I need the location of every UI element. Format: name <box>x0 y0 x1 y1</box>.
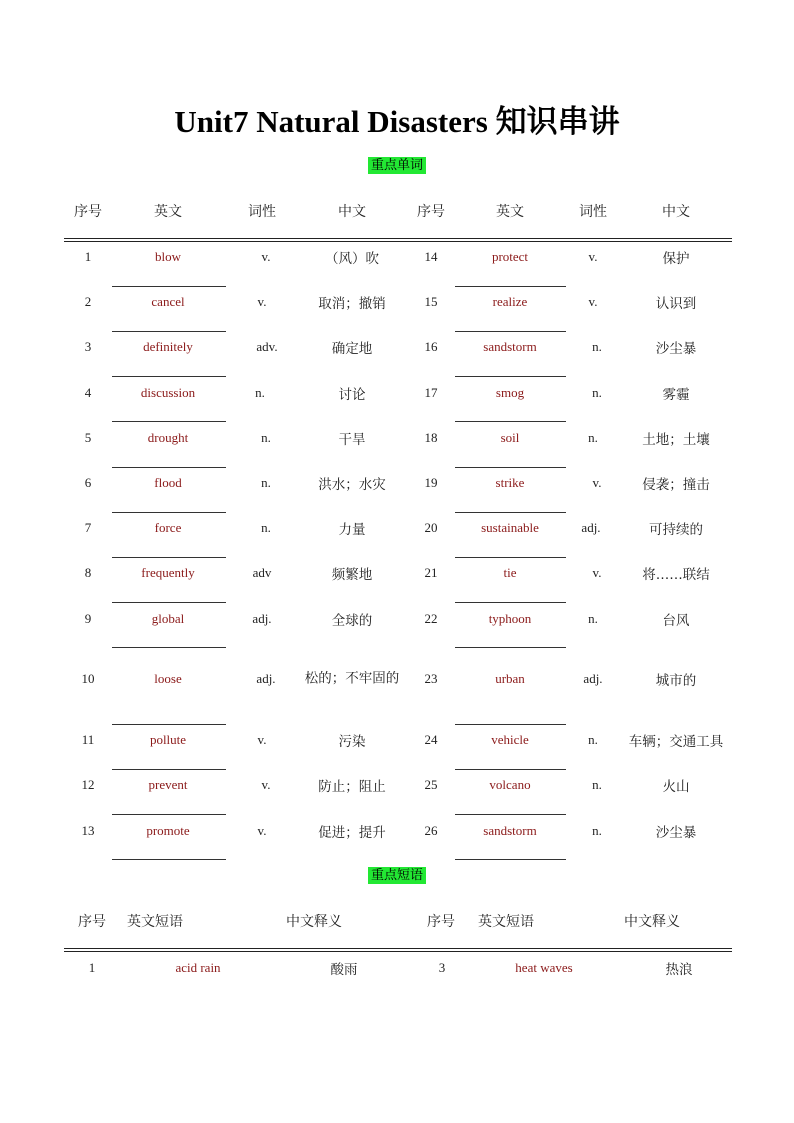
english-word: drought <box>147 430 189 445</box>
english-word: protect <box>491 249 529 264</box>
part-of-speech: n. <box>592 385 602 400</box>
part-of-speech: v. <box>257 823 267 838</box>
row-number: 26 <box>424 823 438 838</box>
chinese-meaning: 取消；撤销 <box>318 296 386 312</box>
answer-blank-line <box>455 331 566 332</box>
row-number: 1 <box>88 960 96 975</box>
chinese-meaning: 污染 <box>338 734 366 750</box>
chinese-meaning: 酸雨 <box>330 962 358 978</box>
english-word: strike <box>495 475 525 490</box>
part-of-speech: v. <box>261 249 271 264</box>
row-number: 11 <box>81 732 95 747</box>
part-of-speech: n. <box>592 339 602 354</box>
row-number: 8 <box>84 565 92 580</box>
part-of-speech: n. <box>261 430 271 445</box>
part-of-speech: adj. <box>583 671 603 686</box>
part-of-speech: n. <box>261 475 271 490</box>
row-number: 5 <box>84 430 92 445</box>
answer-blank-line <box>455 769 566 770</box>
column-header: 词性 <box>579 204 607 220</box>
column-header: 序号 <box>74 204 102 220</box>
answer-blank-line <box>112 421 226 422</box>
column-header: 中文释义 <box>624 914 680 930</box>
part-of-speech: n. <box>588 611 598 626</box>
chinese-meaning: 洪水；水灾 <box>318 477 386 493</box>
row-number: 12 <box>81 777 95 792</box>
column-header: 序号 <box>427 914 455 930</box>
answer-blank-line <box>455 724 566 725</box>
chinese-meaning: 车辆；交通工具 <box>628 734 724 750</box>
english-word: sandstorm <box>483 339 537 354</box>
row-number: 20 <box>424 520 438 535</box>
chinese-meaning: 雾霾 <box>662 387 690 403</box>
part-of-speech: n. <box>261 520 271 535</box>
column-header: 中文 <box>338 204 366 220</box>
english-word: frequently <box>141 565 195 580</box>
chinese-meaning: 保护 <box>662 251 690 267</box>
answer-blank-line <box>112 859 226 860</box>
section-key-phrases: 重点短语 <box>368 867 426 884</box>
english-word: tie <box>503 565 517 580</box>
chinese-meaning: 干旱 <box>338 432 366 448</box>
answer-blank-line <box>112 724 226 725</box>
row-number: 23 <box>424 671 438 686</box>
header-rule <box>64 241 732 242</box>
answer-blank-line <box>455 376 566 377</box>
column-header: 英文短语 <box>127 914 183 930</box>
part-of-speech: n. <box>588 430 598 445</box>
english-word: sustainable <box>481 520 539 535</box>
answer-blank-line <box>112 557 226 558</box>
part-of-speech: adj. <box>256 671 276 686</box>
chinese-meaning: 台风 <box>662 613 690 629</box>
page-title: Unit7 Natural Disasters 知识串讲 <box>174 104 620 139</box>
column-header: 序号 <box>78 914 106 930</box>
answer-blank-line <box>455 647 566 648</box>
english-word: typhoon <box>488 611 532 626</box>
row-number: 17 <box>424 385 438 400</box>
english-word: urban <box>495 671 525 686</box>
chinese-meaning: 松的；不牢固的 <box>304 670 400 687</box>
answer-blank-line <box>455 557 566 558</box>
row-number: 2 <box>84 294 92 309</box>
english-word: promote <box>146 823 190 838</box>
row-number: 18 <box>424 430 438 445</box>
english-word: pollute <box>149 732 187 747</box>
answer-blank-line <box>112 769 226 770</box>
english-word: cancel <box>151 294 185 309</box>
english-word: force <box>154 520 182 535</box>
english-word: loose <box>154 671 182 686</box>
chinese-meaning: 可持续的 <box>649 522 703 538</box>
answer-blank-line <box>455 467 566 468</box>
column-header: 英文 <box>496 204 524 220</box>
column-header: 英文短语 <box>478 914 534 930</box>
answer-blank-line <box>112 647 226 648</box>
english-word: discussion <box>140 385 196 400</box>
column-header: 中文释义 <box>286 914 342 930</box>
chinese-meaning: 火山 <box>662 779 690 795</box>
answer-blank-line <box>455 859 566 860</box>
chinese-meaning: 沙尘暴 <box>655 341 697 357</box>
row-number: 15 <box>424 294 438 309</box>
chinese-meaning: 热浪 <box>665 962 693 978</box>
english-word: smog <box>495 385 525 400</box>
english-word: prevent <box>148 777 188 792</box>
english-word: realize <box>492 294 528 309</box>
column-header: 序号 <box>417 204 445 220</box>
row-number: 3 <box>438 960 446 975</box>
chinese-meaning: 频繁地 <box>331 567 373 583</box>
answer-blank-line <box>455 512 566 513</box>
row-number: 21 <box>424 565 438 580</box>
chinese-meaning: 将……联结 <box>642 567 710 583</box>
chinese-meaning: 沙尘暴 <box>655 825 697 841</box>
chinese-meaning: 力量 <box>338 522 366 538</box>
english-word: definitely <box>143 339 193 354</box>
row-number: 22 <box>424 611 438 626</box>
column-header: 英文 <box>154 204 182 220</box>
answer-blank-line <box>455 286 566 287</box>
section-key-words: 重点单词 <box>368 157 426 174</box>
part-of-speech: adj. <box>252 611 272 626</box>
row-number: 7 <box>84 520 92 535</box>
answer-blank-line <box>455 421 566 422</box>
row-number: 3 <box>84 339 92 354</box>
part-of-speech: n. <box>592 823 602 838</box>
header-rule <box>64 948 732 949</box>
column-header: 词性 <box>248 204 276 220</box>
english-word: volcano <box>489 777 531 792</box>
row-number: 6 <box>84 475 92 490</box>
row-number: 25 <box>424 777 438 792</box>
header-rule <box>64 238 732 239</box>
answer-blank-line <box>112 512 226 513</box>
chinese-meaning: 全球的 <box>331 613 373 629</box>
chinese-meaning: （风）吹 <box>325 251 379 267</box>
row-number: 16 <box>424 339 438 354</box>
english-word: sandstorm <box>483 823 537 838</box>
part-of-speech: n. <box>592 777 602 792</box>
row-number: 1 <box>84 249 92 264</box>
part-of-speech: v. <box>592 565 602 580</box>
part-of-speech: v. <box>257 294 267 309</box>
chinese-meaning: 促进；提升 <box>318 825 386 841</box>
english-word: vehicle <box>491 732 529 747</box>
answer-blank-line <box>112 376 226 377</box>
answer-blank-line <box>112 467 226 468</box>
english-word: soil <box>500 430 520 445</box>
row-number: 14 <box>424 249 438 264</box>
part-of-speech: adv <box>252 565 272 580</box>
row-number: 4 <box>84 385 92 400</box>
column-header: 中文 <box>662 204 690 220</box>
part-of-speech: adj. <box>581 520 601 535</box>
chinese-meaning: 认识到 <box>655 296 697 312</box>
answer-blank-line <box>455 602 566 603</box>
row-number: 19 <box>424 475 438 490</box>
chinese-meaning: 侵袭；撞击 <box>642 477 710 493</box>
row-number: 13 <box>81 823 95 838</box>
part-of-speech: v. <box>588 294 598 309</box>
part-of-speech: v. <box>257 732 267 747</box>
answer-blank-line <box>112 602 226 603</box>
chinese-meaning: 讨论 <box>338 387 366 403</box>
answer-blank-line <box>455 814 566 815</box>
answer-blank-line <box>112 331 226 332</box>
english-phrase: heat waves <box>515 960 573 975</box>
row-number: 24 <box>424 732 438 747</box>
part-of-speech: adv. <box>256 339 278 354</box>
english-word: flood <box>154 475 182 490</box>
english-phrase: acid rain <box>175 960 221 975</box>
answer-blank-line <box>112 814 226 815</box>
part-of-speech: v. <box>261 777 271 792</box>
chinese-meaning: 防止；阻止 <box>318 779 386 795</box>
english-word: blow <box>155 249 181 264</box>
row-number: 10 <box>81 671 95 686</box>
part-of-speech: n. <box>588 732 598 747</box>
chinese-meaning: 土地；土壤 <box>642 432 710 448</box>
row-number: 9 <box>84 611 92 626</box>
part-of-speech: n. <box>255 385 265 400</box>
part-of-speech: v. <box>588 249 598 264</box>
answer-blank-line <box>112 286 226 287</box>
part-of-speech: v. <box>592 475 602 490</box>
header-rule <box>64 951 732 952</box>
chinese-meaning: 城市的 <box>655 673 697 689</box>
english-word: global <box>151 611 185 626</box>
chinese-meaning: 确定地 <box>331 341 373 357</box>
